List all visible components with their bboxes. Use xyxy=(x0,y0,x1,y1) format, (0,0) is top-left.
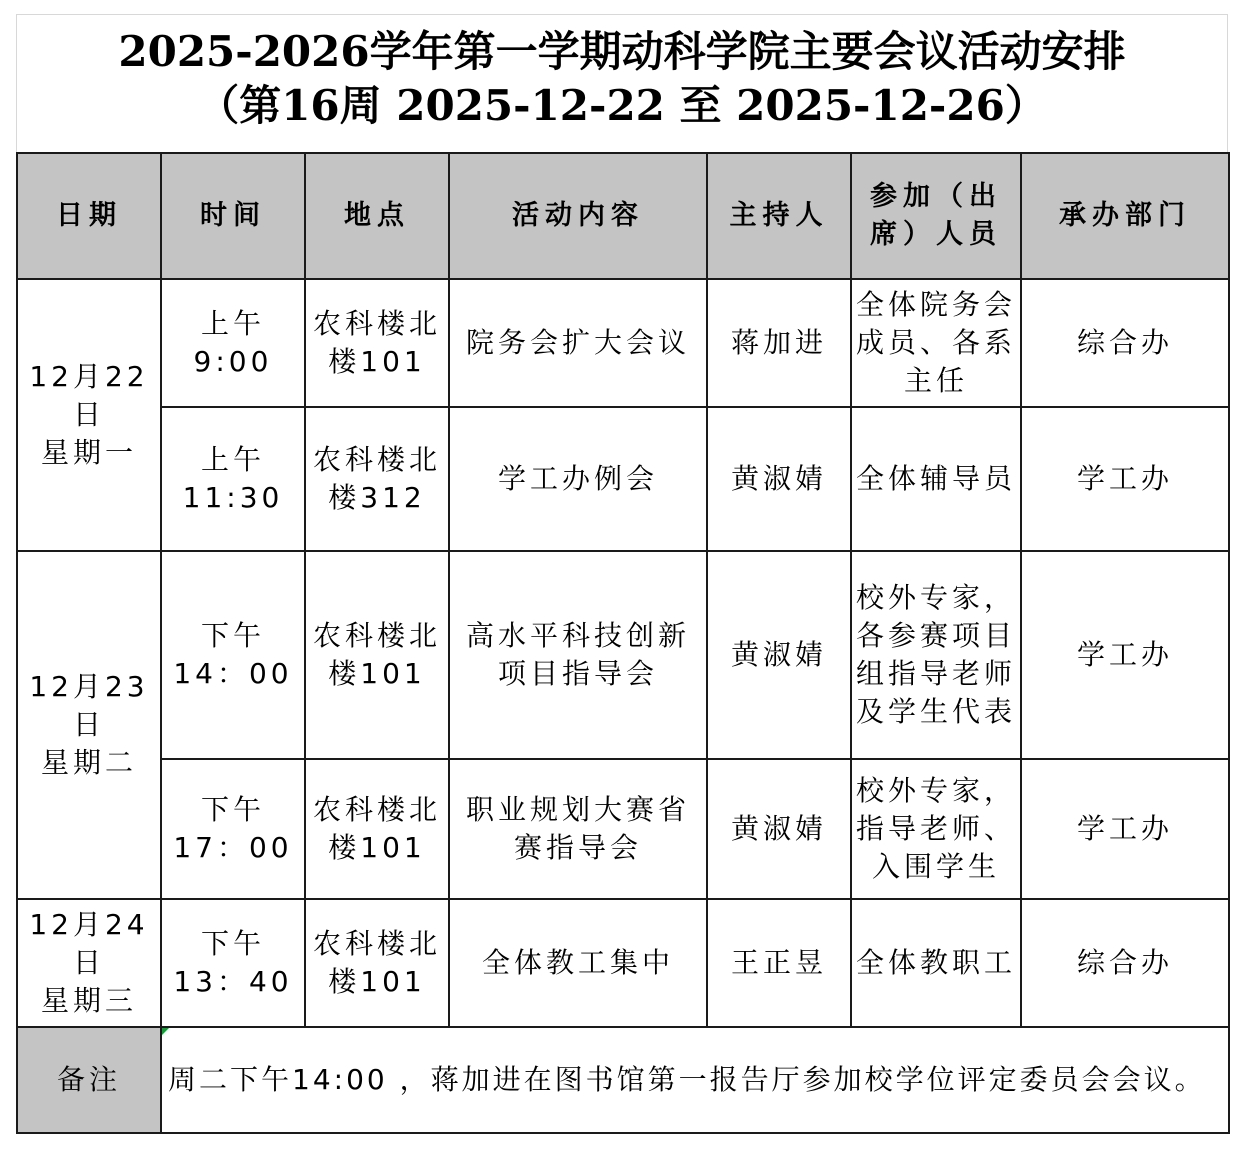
schedule-table xyxy=(16,152,1230,1134)
time-value: 9:00 xyxy=(193,345,273,378)
title-line-1: 2025-2026学年第一学期动科学院主要会议活动安排 xyxy=(118,27,1126,76)
location-cell: 农科楼北楼101 xyxy=(305,899,449,1027)
time-cell xyxy=(161,279,305,407)
table-row xyxy=(17,279,1229,407)
date-cell xyxy=(17,551,161,899)
header-content: 活动内容 xyxy=(449,153,707,279)
header-host: 主持人 xyxy=(707,153,851,279)
table-row xyxy=(17,407,1229,551)
location-cell: 农科楼北楼101 xyxy=(305,759,449,899)
time-period: 上午 xyxy=(200,443,265,476)
host-cell: 黄淑婧 xyxy=(707,407,851,551)
header-location: 地点 xyxy=(305,153,449,279)
host-cell: 王正昱 xyxy=(707,899,851,1027)
content-cell: 全体教工集中 xyxy=(449,899,707,1027)
location-cell: 农科楼北楼312 xyxy=(305,407,449,551)
date-text: 12月23日 xyxy=(29,670,149,741)
table-row xyxy=(17,551,1229,759)
date-text: 12月24日 xyxy=(29,908,149,979)
attendees-cell: 校外专家，指导老师、入围学生 xyxy=(851,759,1021,899)
department-cell: 学工办 xyxy=(1021,759,1229,899)
content-cell: 职业规划大赛省赛指导会 xyxy=(449,759,707,899)
header-row xyxy=(17,153,1229,279)
note-label: 备注 xyxy=(17,1027,161,1133)
header-attendees: 参加（出席）人员 xyxy=(851,153,1021,279)
attendees-cell: 校外专家，各参赛项目组指导老师及学生代表 xyxy=(851,551,1021,759)
schedule-title xyxy=(16,14,1228,152)
time-cell xyxy=(161,551,305,759)
table-row xyxy=(17,899,1229,1027)
note-row xyxy=(17,1027,1229,1133)
time-value: 13：40 xyxy=(173,965,293,998)
note-cell xyxy=(161,1027,1229,1133)
time-cell xyxy=(161,407,305,551)
host-cell: 黄淑婧 xyxy=(707,759,851,899)
location-cell: 农科楼北楼101 xyxy=(305,551,449,759)
time-value: 17：00 xyxy=(173,831,293,864)
time-value: 11:30 xyxy=(182,481,284,514)
header-date: 日期 xyxy=(17,153,161,279)
note-text: 周二下午14:00 ，蒋加进在图书馆第一报告厅参加校学位评定委员会会议。 xyxy=(168,1063,1206,1096)
weekday-text: 星期一 xyxy=(40,436,137,469)
time-period: 下午 xyxy=(200,619,265,652)
time-period: 下午 xyxy=(200,927,265,960)
host-cell: 蒋加进 xyxy=(707,279,851,407)
time-cell xyxy=(161,759,305,899)
time-period: 下午 xyxy=(200,793,265,826)
date-cell xyxy=(17,279,161,551)
department-cell: 学工办 xyxy=(1021,551,1229,759)
time-value: 14：00 xyxy=(173,657,293,690)
location-cell: 农科楼北楼101 xyxy=(305,279,449,407)
comment-marker-icon xyxy=(162,1028,169,1035)
department-cell: 综合办 xyxy=(1021,279,1229,407)
department-cell: 学工办 xyxy=(1021,407,1229,551)
department-cell: 综合办 xyxy=(1021,899,1229,1027)
header-department: 承办部门 xyxy=(1021,153,1229,279)
attendees-cell: 全体院务会成员、各系主任 xyxy=(851,279,1021,407)
title-line-2: （第16周 2025-12-22 至 2025-12-26） xyxy=(197,81,1047,130)
host-cell: 黄淑婧 xyxy=(707,551,851,759)
weekday-text: 星期二 xyxy=(40,746,137,779)
time-cell xyxy=(161,899,305,1027)
content-cell: 院务会扩大会议 xyxy=(449,279,707,407)
attendees-cell: 全体教职工 xyxy=(851,899,1021,1027)
attendees-cell: 全体辅导员 xyxy=(851,407,1021,551)
date-cell xyxy=(17,899,161,1027)
content-cell: 学工办例会 xyxy=(449,407,707,551)
content-cell: 高水平科技创新项目指导会 xyxy=(449,551,707,759)
weekday-text: 星期三 xyxy=(40,984,137,1017)
table-row xyxy=(17,759,1229,899)
header-time: 时间 xyxy=(161,153,305,279)
date-text: 12月22日 xyxy=(29,360,149,431)
time-period: 上午 xyxy=(200,307,265,340)
